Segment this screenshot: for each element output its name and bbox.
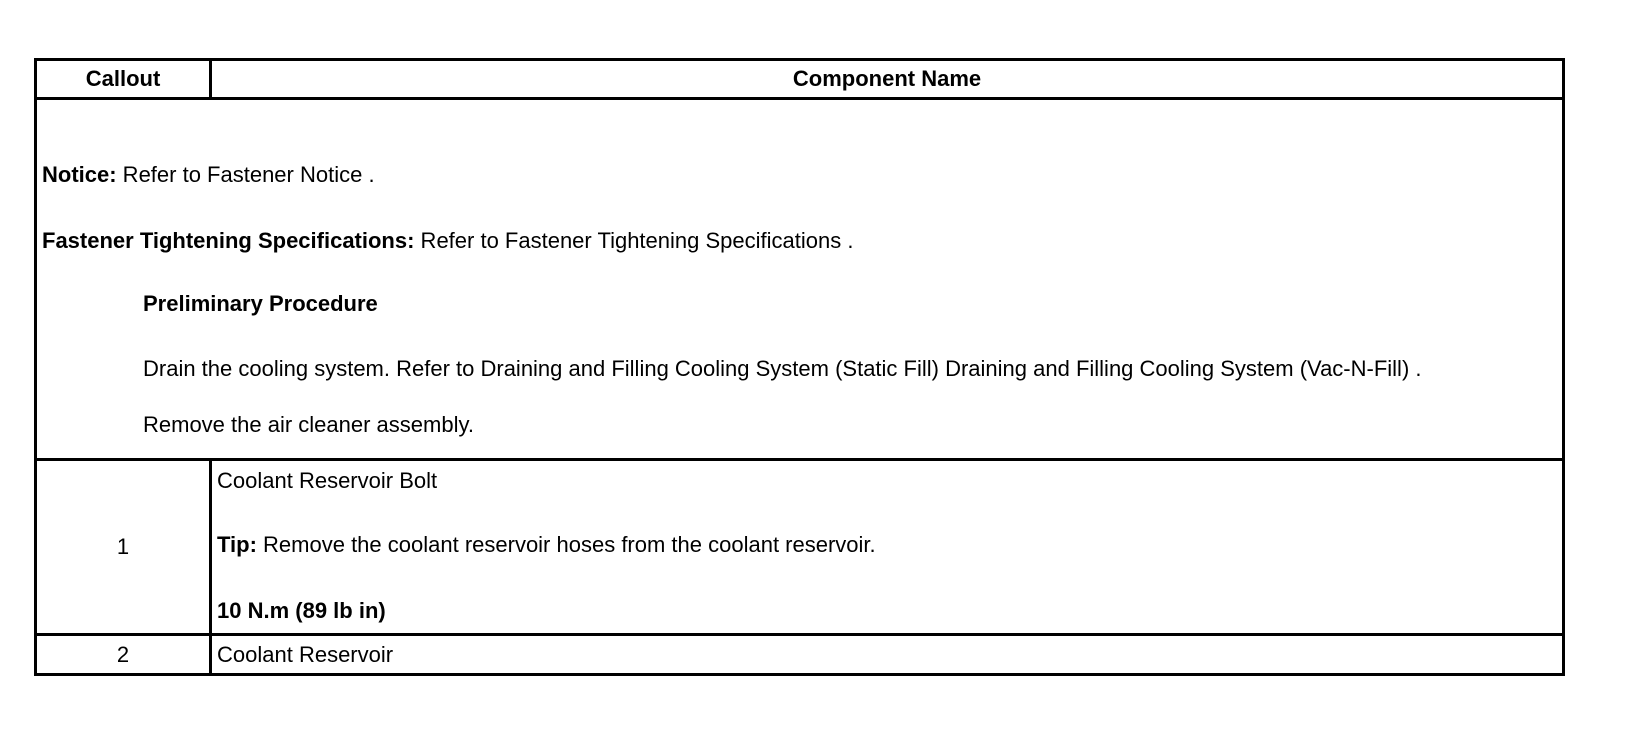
tip-label: Tip: — [217, 532, 257, 557]
table-header-row — [36, 60, 1564, 99]
intro-row — [36, 99, 1564, 460]
notice-text: Refer to Fastener Notice . — [116, 162, 375, 187]
callout-number: 2 — [36, 635, 211, 675]
notice-line — [42, 162, 375, 188]
callout-number: 1 — [36, 460, 211, 635]
procedure-step-remove-air-cleaner: Remove the air cleaner assembly. — [143, 412, 474, 437]
components-table — [34, 58, 1565, 676]
tip-line — [217, 532, 876, 558]
fastener-line — [42, 228, 853, 254]
component-name-column-header: Component Name — [211, 60, 1564, 99]
table-row — [36, 460, 1564, 635]
notice-label: Notice: — [42, 162, 117, 187]
component-name: Coolant Reservoir — [211, 635, 1564, 675]
component-cell — [211, 460, 1564, 635]
preliminary-procedure-heading: Preliminary Procedure — [143, 291, 378, 316]
intro-cell — [36, 99, 1564, 460]
component-name: Coolant Reservoir Bolt — [217, 468, 438, 493]
fastener-text: Refer to Fastener Tightening Specifications . — [414, 228, 854, 253]
callout-column-header: Callout — [36, 60, 211, 99]
torque-spec: 10 N.m (89 lb in) — [217, 598, 386, 623]
fastener-label: Fastener Tightening Specifications: — [42, 228, 415, 253]
procedure-step-drain: Drain the cooling system. Refer to Draining and Filling Cooling System (Static Fill) Draining and Filling Cooling System (Vac-N-Fill) . — [143, 356, 1422, 381]
tip-text: Remove the coolant reservoir hoses from the coolant reservoir. — [256, 532, 876, 557]
table-row — [36, 635, 1564, 675]
